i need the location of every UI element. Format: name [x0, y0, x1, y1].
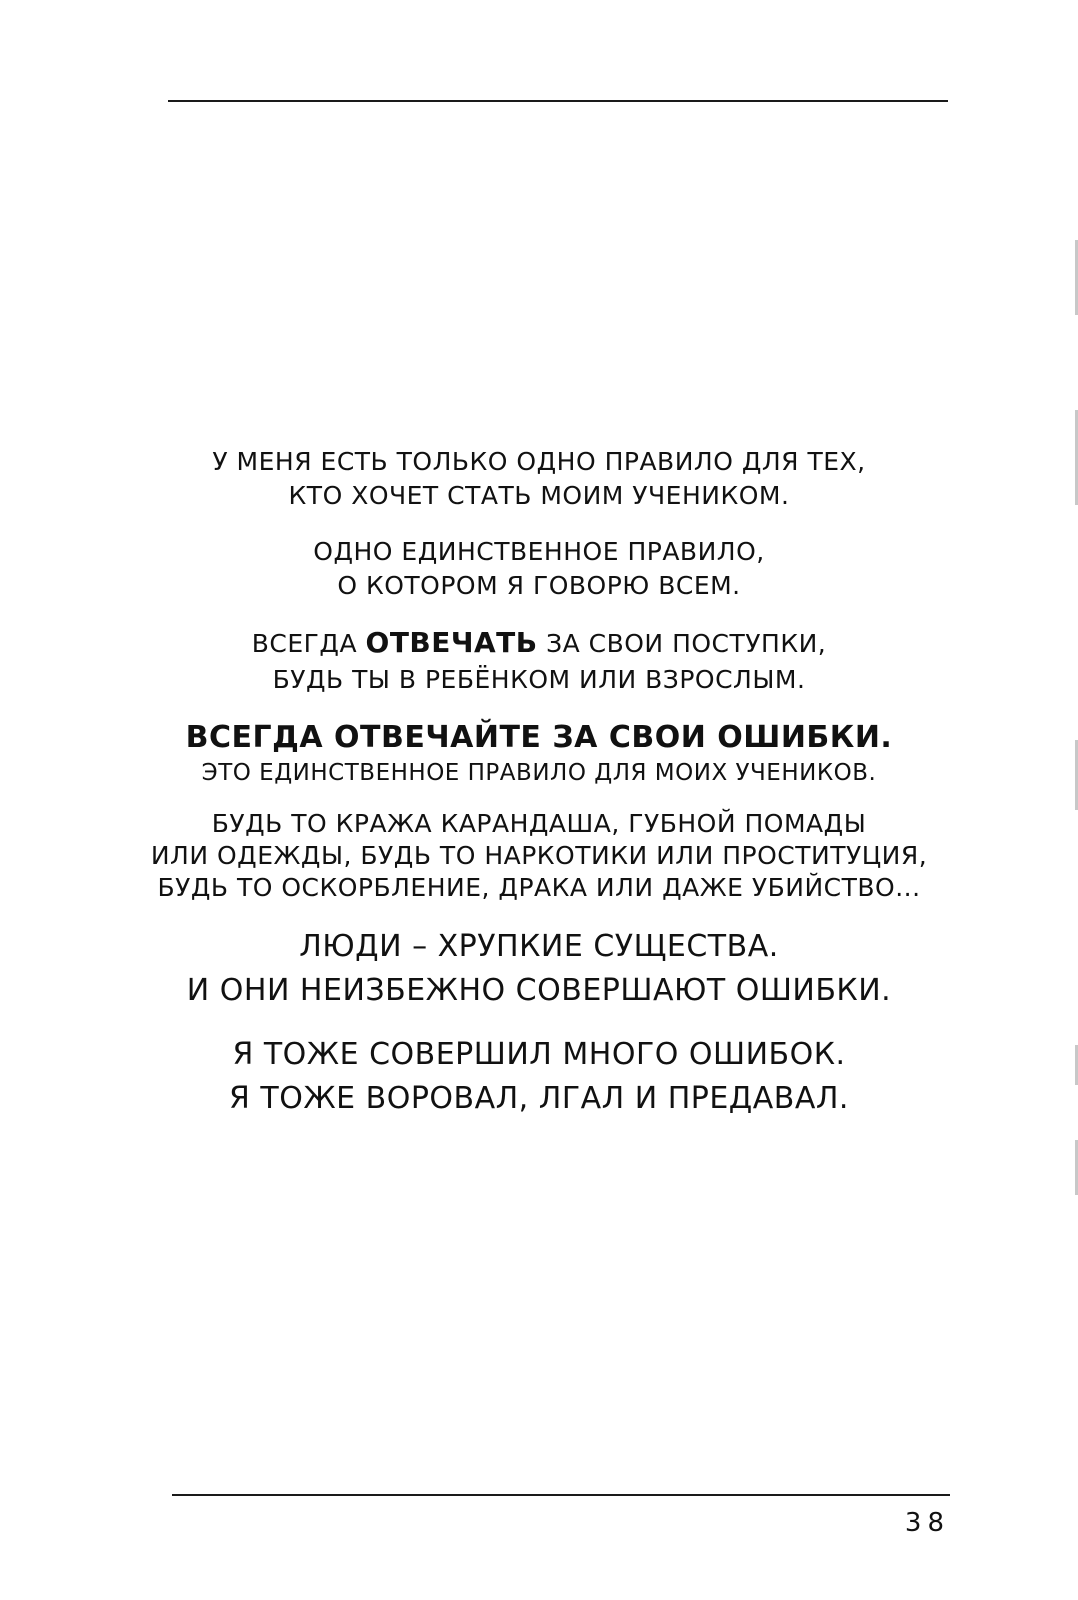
- text-line: И ОНИ НЕИЗБЕЖНО СОВЕРШАЮТ ОШИБКИ.: [186, 973, 892, 1008]
- text-line: [100, 625, 978, 662]
- text-line: ОДНО ЕДИНСТВЕННОЕ ПРАВИЛО,: [313, 537, 765, 566]
- top-divider: [168, 100, 948, 102]
- text-line: ВСЕГДА ОТВЕЧАЙТЕ ЗА СВОИ ОШИБКИ.: [185, 720, 893, 755]
- text-line: О КОТОРОМ Я ГОВОРЮ ВСЕМ.: [337, 571, 741, 600]
- paragraph-one-rule: [100, 445, 978, 513]
- paragraph-people-fragile: [100, 925, 978, 1013]
- paragraph-responsibility: [100, 625, 978, 698]
- page-number: 38: [904, 1508, 950, 1538]
- paragraph-main-rule: [100, 718, 978, 788]
- text-fragment: ЗА СВОИ ПОСТУПКИ,: [537, 629, 827, 658]
- text-line: Я ТОЖЕ ВОРОВАЛ, ЛГАЛ И ПРЕДАВАЛ.: [229, 1081, 849, 1116]
- text-fragment: ВСЕГДА: [251, 629, 366, 658]
- text-line: ИЛИ ОДЕЖДЫ, БУДЬ ТО НАРКОТИКИ ИЛИ ПРОСТИТУЦИЯ,: [150, 841, 928, 870]
- text-line: Я ТОЖЕ СОВЕРШИЛ МНОГО ОШИБОК.: [232, 1037, 846, 1072]
- text-line: ЭТО ЕДИНСТВЕННОЕ ПРАВИЛО ДЛЯ МОИХ УЧЕНИКОВ.: [201, 760, 877, 786]
- text-line: ЛЮДИ – ХРУПКИЕ СУЩЕСТВА.: [299, 929, 779, 964]
- paragraph-examples: [100, 808, 978, 904]
- text-line: БУДЬ ТО КРАЖА КАРАНДАША, ГУБНОЙ ПОМАДЫ: [211, 809, 867, 838]
- text-line: БУДЬ ТЫ В РЕБЁНКОМ ИЛИ ВЗРОСЛЫМ.: [272, 665, 806, 694]
- paragraph-single-rule: [100, 535, 978, 603]
- bottom-divider: [172, 1494, 950, 1496]
- text-line: КТО ХОЧЕТ СТАТЬ МОИМ УЧЕНИКОМ.: [288, 481, 790, 510]
- text-line: У МЕНЯ ЕСТЬ ТОЛЬКО ОДНО ПРАВИЛО ДЛЯ ТЕХ,: [212, 447, 866, 476]
- paragraph-confession: [100, 1033, 978, 1121]
- text-line: БУДЬ ТО ОСКОРБЛЕНИЕ, ДРАКА ИЛИ ДАЖЕ УБИЙСТВО...: [157, 873, 921, 902]
- emphasis-word: ОТВЕЧАТЬ: [365, 626, 538, 659]
